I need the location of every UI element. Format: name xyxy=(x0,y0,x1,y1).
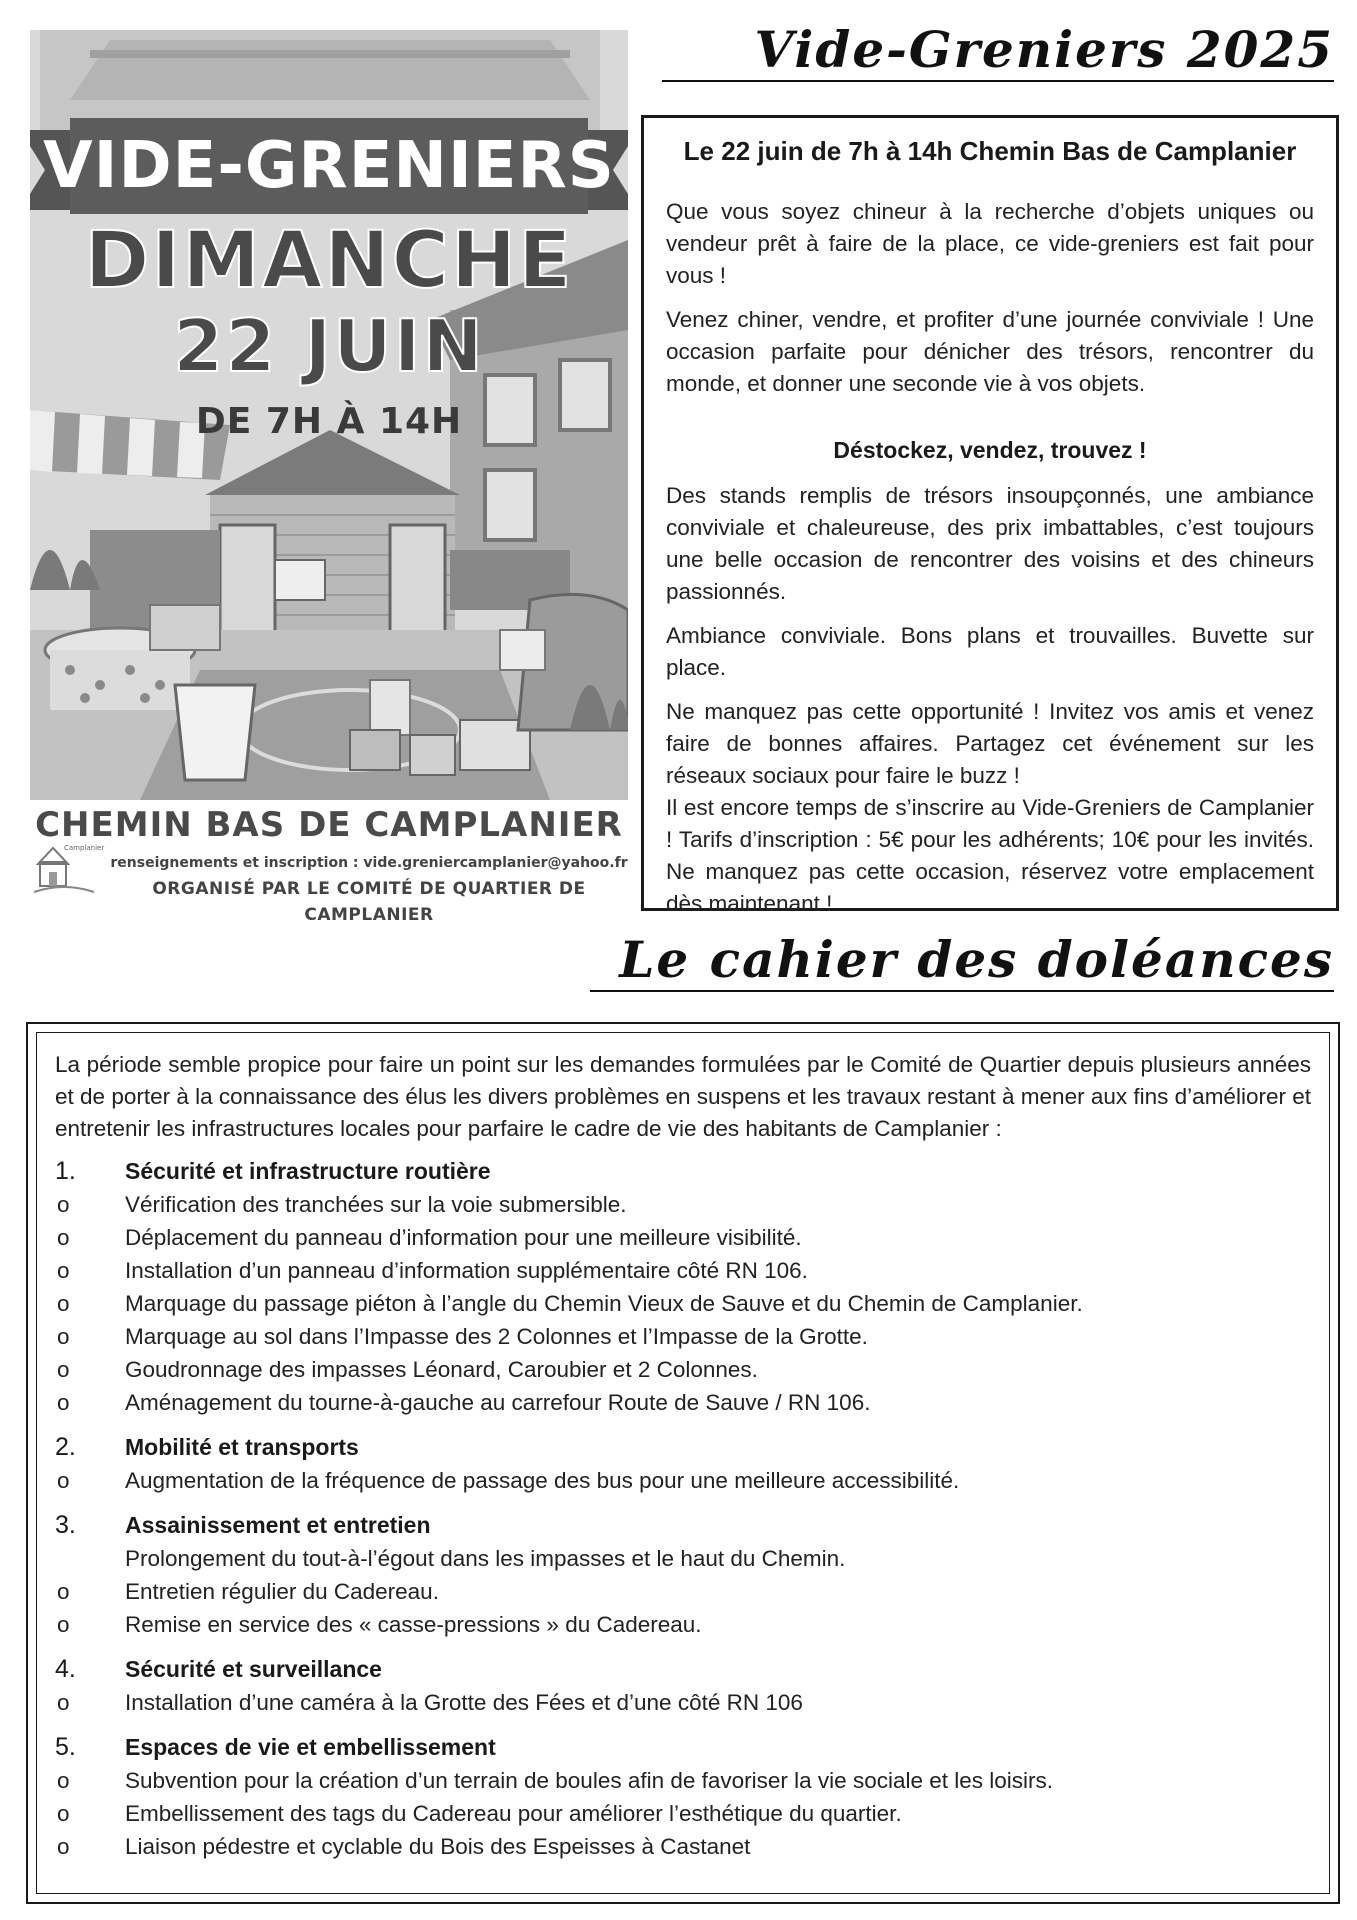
section-number: 5. xyxy=(55,1733,76,1761)
bullet: o xyxy=(57,1612,70,1637)
doleances-section xyxy=(55,1431,1311,1497)
list-item-text: Entretien régulier du Cadereau. xyxy=(125,1579,439,1604)
bullet: o xyxy=(57,1834,70,1859)
list-item-text: Goudronnage des impasses Léonard, Caroubier et 2 Colonnes. xyxy=(125,1357,758,1382)
section-number: 1. xyxy=(55,1157,76,1185)
bullet: o xyxy=(57,1768,70,1793)
list-item-text: Augmentation de la fréquence de passage des bus pour une meilleure accessibilité. xyxy=(125,1468,960,1493)
bullet: o xyxy=(57,1690,70,1715)
list-item-text: Subvention pour la création d’un terrain de boules afin de favoriser la vie sociale et les loisirs. xyxy=(125,1768,1054,1793)
poster-hours: DE 7H À 14H xyxy=(195,401,463,442)
section-heading xyxy=(55,1653,1311,1686)
list-item xyxy=(55,1764,1311,1797)
section-title: Sécurité et infrastructure routière xyxy=(125,1158,491,1184)
list-item xyxy=(55,1254,1311,1287)
bullet: o xyxy=(57,1258,70,1283)
section-title: Assainissement et entretien xyxy=(125,1512,431,1538)
section-number: 2. xyxy=(55,1433,76,1461)
vide-greniers-paragraph: Il est encore temps de s’inscrire au Vide-Greniers de Camplanier ! Tarifs d’inscription : 5€ pour les adhérents; 10€ pour les invités. Ne manquez pas cette occasion, réservez votre emplacement dès maintenant ! xyxy=(666,795,1314,916)
vide-greniers-paragraph: Des stands remplis de trésors insoupçonnés, une ambiance conviviale et chaleureuse, des prix imbattables, c’est toujours une belle occasion de rencontrer des voisins et des chineurs passionnés. xyxy=(666,483,1314,604)
vide-greniers-box xyxy=(641,115,1339,916)
poster-date: 22 JUIN xyxy=(173,304,485,388)
vide-greniers-paragraph: Venez chiner, vendre, et profiter d’une journée conviviale ! Une occasion parfaite pour dénicher des trésors, rencontrer du monde, et donner une seconde vie à vos objets. xyxy=(666,307,1314,396)
list-item-text: Installation d’un panneau d’information supplémentaire côté RN 106. xyxy=(125,1258,808,1283)
list-item xyxy=(55,1797,1311,1830)
vide-greniers-subhead: Déstockez, vendez, trouvez ! xyxy=(833,437,1147,463)
list-item xyxy=(55,1320,1311,1353)
poster-title: VIDE-GRENIERS xyxy=(43,129,615,203)
bullet: o xyxy=(57,1291,70,1316)
list-item xyxy=(55,1287,1311,1320)
doleances-intro: La période semble propice pour faire un point sur les demandes formulées par le Comité de Quartier depuis plusieurs années et de porter à la connaissance des élus les divers problèmes en suspens et les travaux restant à mener aux fins d’améliorer et entretenir les infrastructures locales pour parfaire le cadre de vie des habitants de Camplanier : xyxy=(55,1052,1311,1141)
list-item xyxy=(55,1386,1311,1419)
list-item-text: Embellissement des tags du Cadereau pour améliorer l’esthétique du quartier. xyxy=(125,1801,902,1826)
section-heading xyxy=(55,1731,1311,1764)
bullet: o xyxy=(57,1468,70,1493)
list-item-text: Déplacement du panneau d’information pour une meilleure visibilité. xyxy=(125,1225,802,1250)
bullet: o xyxy=(57,1324,70,1349)
list-item-text: Liaison pédestre et cyclable du Bois des Espeisses à Castanet xyxy=(125,1834,751,1859)
doleances-section xyxy=(55,1653,1311,1719)
list-item-text: Vérification des tranchées sur la voie submersible. xyxy=(125,1192,627,1217)
section-number: 4. xyxy=(55,1655,76,1683)
doleances-section xyxy=(55,1155,1311,1419)
section-heading xyxy=(55,1431,1311,1464)
list-item xyxy=(55,1464,1311,1497)
list-item-text: Marquage du passage piéton à l’angle du Chemin Vieux de Sauve et du Chemin de Camplanier. xyxy=(125,1291,1083,1316)
list-item xyxy=(55,1608,1311,1641)
list-item xyxy=(55,1353,1311,1386)
vide-greniers-paragraph: Ambiance conviviale. Bons plans et trouvailles. Buvette sur place. xyxy=(666,623,1314,680)
list-item xyxy=(55,1542,1311,1575)
section-heading xyxy=(55,1155,1311,1188)
doleances-box xyxy=(26,1022,1340,1904)
poster-location: CHEMIN BAS DE CAMPLANIER xyxy=(35,805,623,845)
doleances-inner-box xyxy=(36,1032,1330,1894)
bullet: o xyxy=(57,1357,70,1382)
list-item-text: Marquage au sol dans l’Impasse des 2 Colonnes et l’Impasse de la Grotte. xyxy=(125,1324,868,1349)
doleances-section xyxy=(55,1731,1311,1863)
bullet: o xyxy=(57,1579,70,1604)
logo-text: Camplanier xyxy=(64,844,105,852)
bullet: o xyxy=(57,1390,70,1415)
bullet: o xyxy=(57,1801,70,1826)
section-title: Mobilité et transports xyxy=(125,1434,359,1460)
poster-day: DIMANCHE xyxy=(84,216,574,306)
poster-organizer: ORGANISÉ PAR LE COMITÉ DE QUARTIER DE CAMPLANIER xyxy=(152,879,586,925)
vide-greniers-heading: Vide-Greniers 2025 xyxy=(662,20,1334,82)
bullet: o xyxy=(57,1225,70,1250)
section-title: Sécurité et surveillance xyxy=(125,1656,382,1682)
vide-greniers-paragraph: Ne manquez pas cette opportunité ! Invitez vos amis et venez faire de bonnes affaires. Partagez cet événement sur les réseaux sociaux pour faire le buzz ! xyxy=(666,699,1314,788)
poster-illustration xyxy=(30,30,628,800)
section-number: 3. xyxy=(55,1511,76,1539)
poster-banner xyxy=(30,118,628,214)
list-item-text: Aménagement du tourne-à-gauche au carrefour Route de Sauve / RN 106. xyxy=(125,1390,871,1415)
list-item xyxy=(55,1575,1311,1608)
bullet: o xyxy=(57,1192,70,1217)
list-item-text: Remise en service des « casse-pressions » du Cadereau. xyxy=(125,1612,702,1637)
poster-contact: renseignements et inscription : vide.greniercamplanier@yahoo.fr xyxy=(110,855,628,871)
list-item-text: Prolongement du tout-à-l’égout dans les impasses et le haut du Chemin. xyxy=(125,1546,846,1571)
list-item xyxy=(55,1686,1311,1719)
section-title: Espaces de vie et embellissement xyxy=(125,1734,496,1760)
vide-greniers-paragraph: Que vous soyez chineur à la recherche d’objets uniques ou vendeur prêt à faire de la place, ce vide-greniers est fait pour vous ! xyxy=(666,199,1314,288)
doleances-section xyxy=(55,1509,1311,1641)
section-heading xyxy=(55,1509,1311,1542)
doleances-heading: Le cahier des doléances xyxy=(590,930,1334,992)
event-poster xyxy=(30,30,628,925)
list-item xyxy=(55,1188,1311,1221)
vide-greniers-box-title: Le 22 juin de 7h à 14h Chemin Bas de Camplanier xyxy=(683,136,1297,166)
list-item xyxy=(55,1221,1311,1254)
list-item xyxy=(55,1830,1311,1863)
list-item-text: Installation d’une caméra à la Grotte des Fées et d’une côté RN 106 xyxy=(125,1690,803,1715)
